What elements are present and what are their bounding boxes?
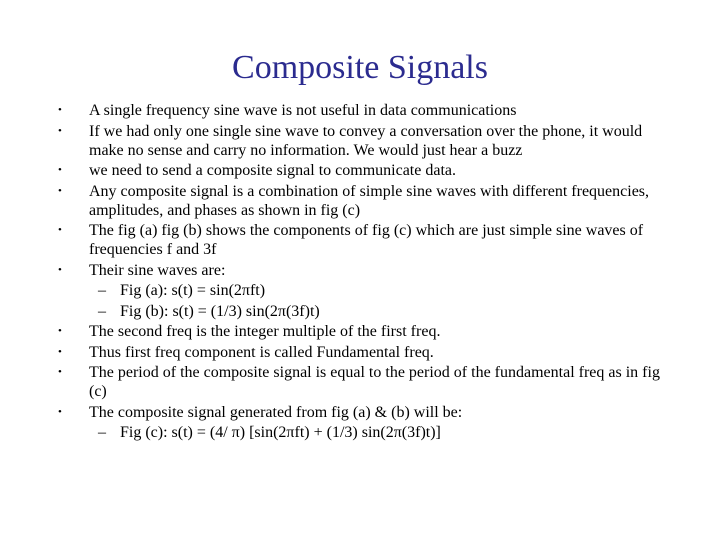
bullet-text: If we had only one single sine wave to convey a conversation over the phone, it would make no sense and carry no information. We would just hear a buzz [89,122,643,159]
bullet-marker: • [58,405,62,418]
bullet-text: Their sine waves are: [89,261,226,279]
bullet-text: The fig (a) fig (b) shows the components of fig (c) which are just simple sine waves of frequencies f and 3f [89,222,644,258]
bullet-item [0,122,720,160]
bullet-marker: • [58,263,62,276]
bullet-text: Thus first freq component is called Fundamental freq. [89,343,434,361]
sub-marker: – [98,302,106,320]
bullet-item [0,161,720,180]
bullet-text: we need to send a composite signal to communicate data. [89,162,456,179]
bullet-item [0,101,720,120]
bullet-item [0,343,720,362]
bullet-item [0,182,720,220]
bullet-marker: • [58,104,62,116]
sub-marker: – [98,424,106,441]
bullet-marker: • [58,345,62,358]
bullet-text: The second freq is the integer multiple of the first freq. [89,323,441,340]
bullet-marker: • [58,124,62,137]
bullet-text: The period of the composite signal is equal to the period of the fundamental freq as in fig (c) [89,364,660,400]
sub-item [0,423,720,442]
sub-marker: – [98,282,106,299]
bullet-item [0,261,720,280]
slide-title: Composite Signals [232,49,488,86]
bullet-text: The composite signal generated from fig (a) & (b) will be: [89,403,463,421]
bullet-marker: • [58,184,62,197]
bullet-item [0,221,720,259]
bullet-marker: • [58,325,62,337]
bullet-list [0,101,720,444]
sub-text: Fig (a): s(t) = sin(2πft) [120,282,266,299]
bullet-text: Any composite signal is a combination of simple sine waves with different frequencies, amplitudes, and phases as shown in fig (c) [89,182,650,219]
bullet-item [0,403,720,422]
bullet-item [0,363,720,401]
sub-item [0,281,720,300]
bullet-marker: • [58,366,62,378]
sub-item [0,302,720,321]
bullet-marker: • [58,164,62,176]
bullet-text: A single frequency sine wave is not useful in data communications [89,102,517,119]
sub-text: Fig (b): s(t) = (1/3) sin(2π(3f)t) [120,302,320,320]
bullet-marker: • [58,224,62,236]
bullet-item [0,322,720,341]
sub-text: Fig (c): s(t) = (4/ π) [sin(2πft) + (1/3) sin(2π(3f)t)] [120,424,441,441]
